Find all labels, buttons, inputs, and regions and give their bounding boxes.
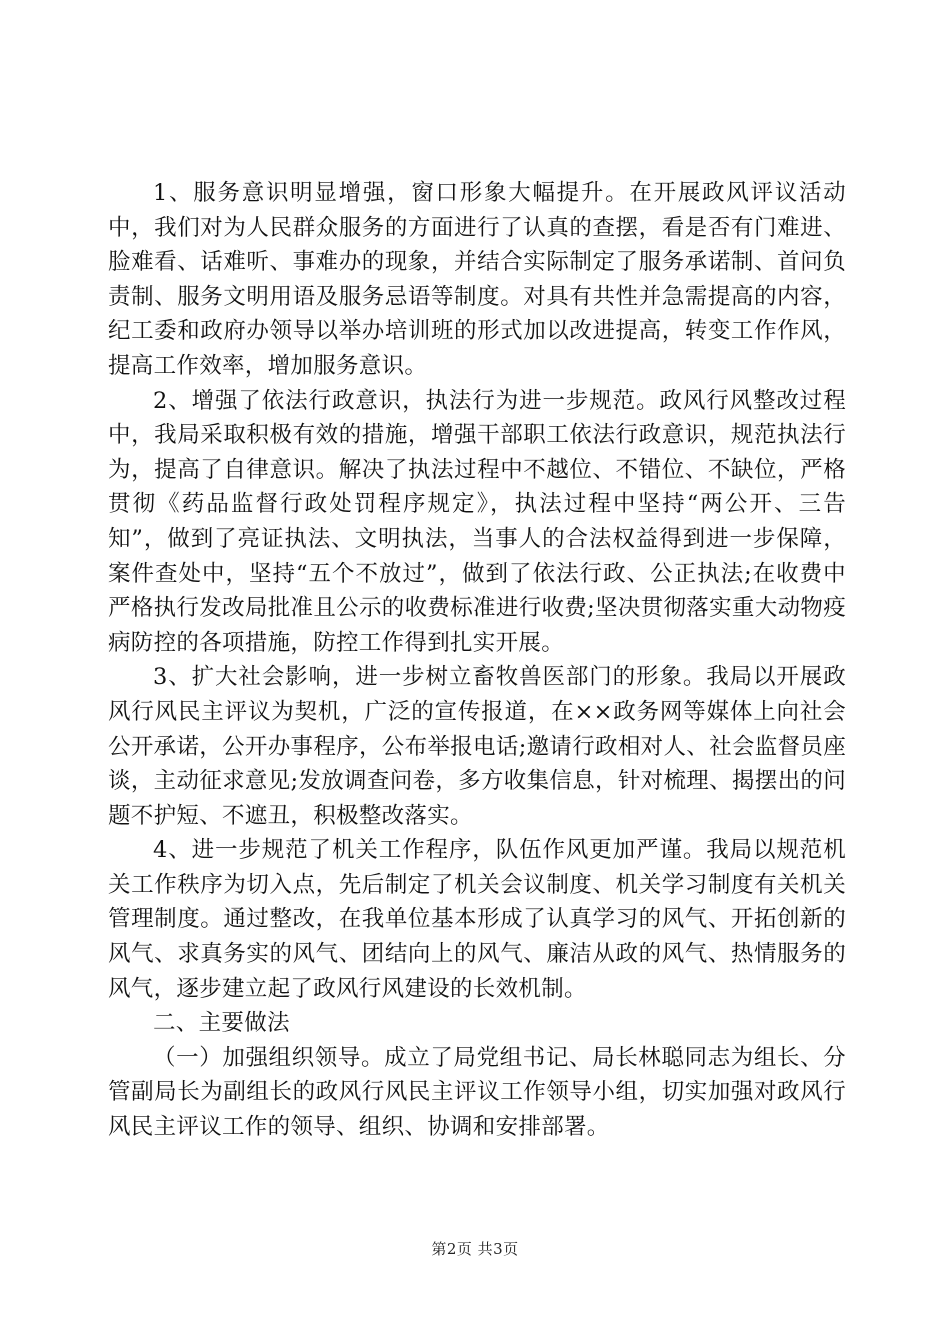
paragraph-1: 1、服务意识明显增强，窗口形象大幅提升。在开展政风评议活动中，我们对为人民群众服务的方面进行了认真的查摆，看是否有门难进、脸难看、话难听、事难办的现象，并结合实际制定了服务承诺制、首问负责制、服务文明用语及服务忌语等制度。对具有共性并急需提高的内容，纪工委和政府办领导以举办培训班的形式加以改进提高，转变工作作风，提高工作效率，增加服务意识。 xyxy=(108,180,846,379)
section-paragraph: （一）加强组织领导。成立了局党组书记、局长林聪同志为组长、分管副局长为副组长的政风行风民主评议工作领导小组，切实加强对政风行风民主评议工作的领导、组织、协调和安排部署。 xyxy=(108,1044,846,1141)
page-number-footer: 第2页 共3页 xyxy=(431,1240,519,1258)
section-heading: 二、主要做法 xyxy=(153,1010,290,1037)
paragraph-2: 2、增强了依法行政意识，执法行为进一步规范。政风行风整改过程中，我局采取积极有效的措施，增强干部职工依法行政意识，规范执法行为，提高了自律意识。解决了执法过程中不越位、不错位、不缺位，严格贯彻《药品监督行政处罚程序规定》，执法过程中坚持“两公开、三告知”，做到了亮证执法、文明执法，当事人的合法权益得到进一步保障，案件查处中，坚持“五个不放过”，做到了依法行政、公正执法;在收费中严格执行发改局批准且公示的收费标准进行收费;坚决贯彻落实重大动物疫病防控的各项措施，防控工作得到扎实开展。 xyxy=(108,387,846,656)
document-body xyxy=(108,176,846,1145)
paragraph-4: 4、进一步规范了机关工作程序，队伍作风更加严谨。我局以规范机关工作秩序为切入点，先后制定了机关会议制度、机关学习制度有关机关管理制度。通过整改，在我单位基本形成了认真学习的风气、开拓创新的风气、求真务实的风气、团结向上的风气、廉洁从政的风气、热情服务的风气，逐步建立起了政风行风建设的长效机制。 xyxy=(108,837,846,1002)
paragraph-3: 3、扩大社会影响，进一步树立畜牧兽医部门的形象。我局以开展政风行风民主评议为契机，广泛的宣传报道，在××政务网等媒体上向社会公开承诺，公开办事程序，公布举报电话;邀请行政相对人、社会监督员座谈，主动征求意见;发放调查问卷，多方收集信息，针对梳理、揭摆出的问题不护短、不遮丑，积极整改落实。 xyxy=(108,664,846,829)
